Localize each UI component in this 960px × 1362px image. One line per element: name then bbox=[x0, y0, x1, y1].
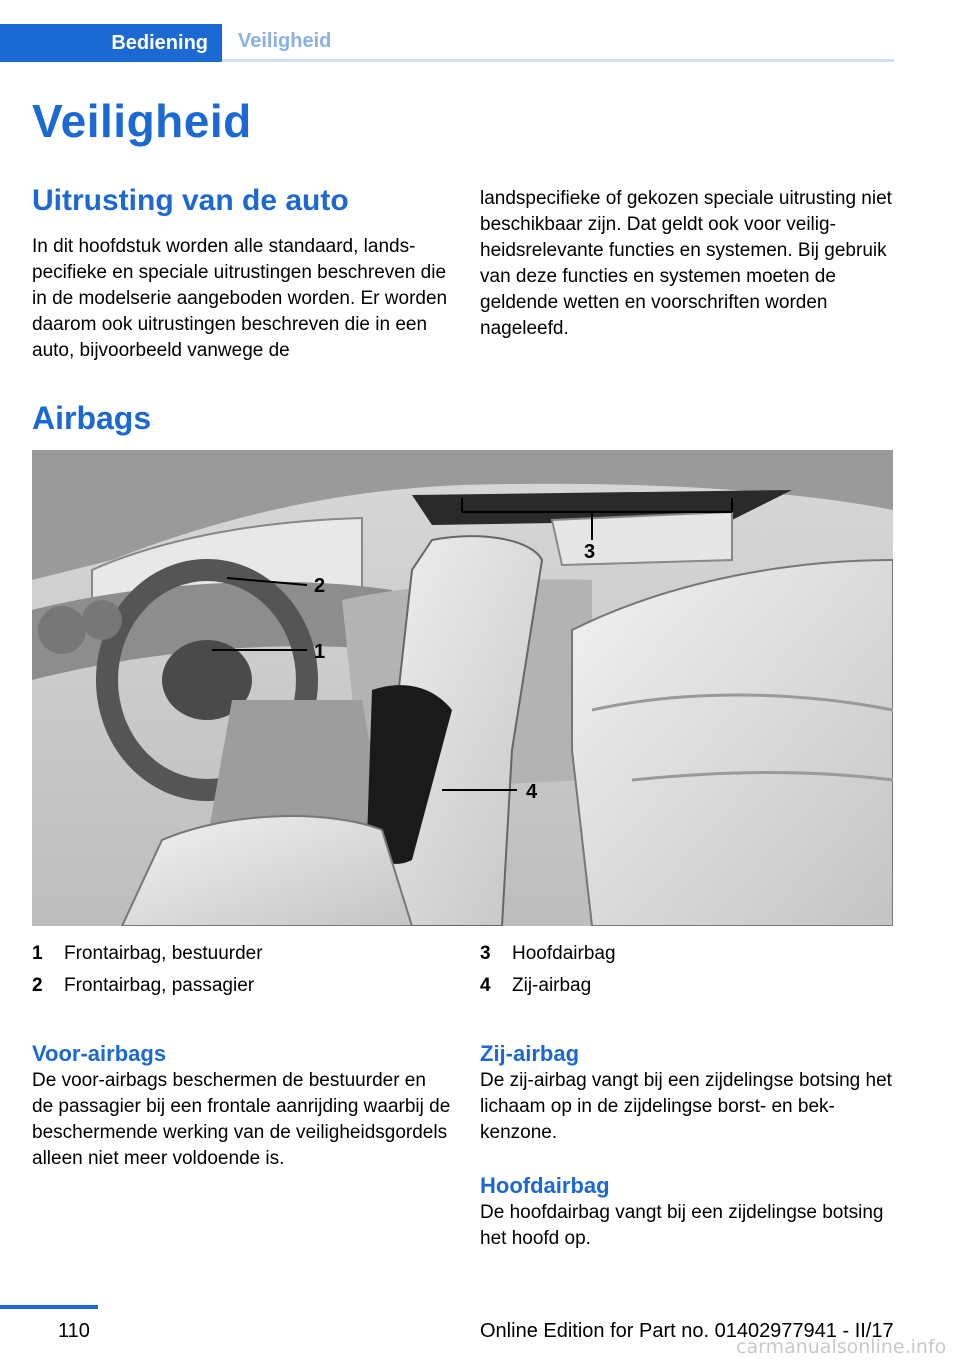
heading-zij-airbag: Zij-airbag bbox=[480, 1041, 580, 1066]
section-zij-airbag bbox=[480, 1040, 896, 1146]
section-title-airbags: Airbags bbox=[32, 400, 152, 436]
legend-item bbox=[32, 970, 452, 1002]
legend-label: Hoofdairbag bbox=[512, 943, 616, 964]
callout-2: 2 bbox=[314, 575, 326, 597]
legend-number: 2 bbox=[32, 975, 43, 996]
section-voor-airbags bbox=[32, 1040, 452, 1172]
watermark: carmanualsonline.info bbox=[736, 1336, 947, 1358]
tab-veiligheid[interactable]: Veiligheid bbox=[222, 24, 894, 62]
car-interior-drawing bbox=[32, 450, 893, 926]
legend-item bbox=[480, 970, 900, 1002]
text-voor-airbags: De voor-airbags beschermen de bestuurder en de passagier bij een frontale aanrijding waarbij de beschermende werking van de veiligheidsgordels alleen niet meer voldoende is. bbox=[32, 1070, 451, 1169]
footer-rule bbox=[0, 1305, 98, 1309]
legend-item bbox=[32, 938, 452, 970]
legend-label: Frontairbag, passagier bbox=[64, 975, 255, 996]
callout-4: 4 bbox=[526, 781, 538, 803]
callout-3: 3 bbox=[584, 541, 596, 563]
intro-text-left: In dit hoofdstuk worden alle standaard, landspecifieke en speciale uitrustingen beschreven die in de modelserie aangeboden worden. Er worden daarom ook uitrustingen beschreven die in een auto, bijvoorbeeld vanwege de bbox=[32, 236, 448, 361]
figure-legend-left bbox=[32, 938, 452, 1002]
figure-legend-right bbox=[480, 938, 900, 1002]
airbag-illustration bbox=[32, 450, 893, 926]
callout-1: 1 bbox=[314, 641, 326, 663]
legend-number: 4 bbox=[480, 975, 491, 996]
legend-label: Zij-airbag bbox=[512, 975, 592, 996]
heading-hoofdairbag: Hoofdairbag bbox=[480, 1173, 610, 1198]
legend-item bbox=[480, 938, 900, 970]
tab-bediening[interactable]: Bediening bbox=[0, 24, 222, 62]
heading-voor-airbags: Voor-airbags bbox=[32, 1041, 167, 1066]
legend-number: 1 bbox=[32, 943, 43, 964]
section-title-uitrusting: Uitrusting van de auto bbox=[32, 184, 349, 217]
page-title: Veiligheid bbox=[32, 95, 252, 147]
section-hoofdairbag bbox=[480, 1172, 896, 1252]
page-number: 110 bbox=[58, 1320, 90, 1342]
text-hoofdairbag: De hoofdairbag vangt bij een zijdelingse botsing het hoofd op. bbox=[480, 1202, 884, 1249]
intro-text-right: landspecifieke of gekozen speciale uitrusting niet beschikbaar zijn. Dat geldt ook voor veiligheidsrelevante functies en systemen. Bij gebruik van deze functies en systemen moeten de geldende wetten en voorschriften worden nageleefd. bbox=[480, 188, 892, 339]
text-zij-airbag: De zij-airbag vangt bij een zijdelingse botsing het lichaam op in de zijdelingse borst- en bekkenzone. bbox=[480, 1070, 892, 1143]
chapter-tabs bbox=[0, 24, 894, 62]
legend-label: Frontairbag, bestuurder bbox=[64, 943, 263, 964]
edition-note: Online Edition for Part no. 01402977941 - II/17 bbox=[480, 1320, 894, 1342]
legend-number: 3 bbox=[480, 943, 491, 964]
